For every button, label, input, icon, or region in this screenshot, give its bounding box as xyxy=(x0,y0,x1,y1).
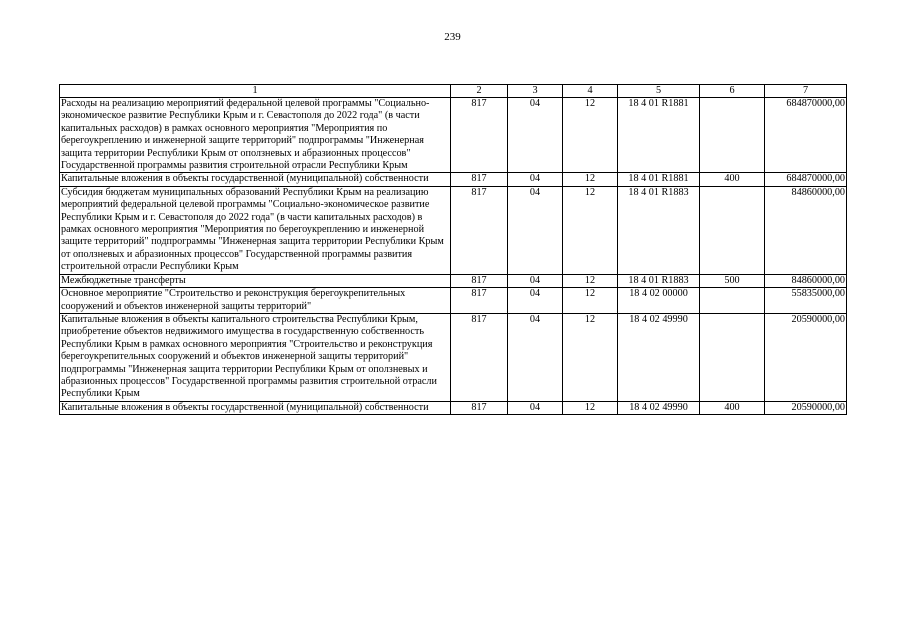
row-expense-type: 400 xyxy=(700,173,765,186)
column-header: 3 xyxy=(508,85,563,98)
row-amount: 84860000,00 xyxy=(765,186,847,274)
row-section: 04 xyxy=(508,274,563,287)
table-row xyxy=(60,401,847,414)
row-amount: 684870000,00 xyxy=(765,98,847,173)
row-section: 04 xyxy=(508,173,563,186)
column-header: 7 xyxy=(765,85,847,98)
column-header: 4 xyxy=(563,85,618,98)
row-subsection: 12 xyxy=(563,98,618,173)
row-amount: 55835000,00 xyxy=(765,288,847,314)
row-name: Межбюджетные трансферты xyxy=(60,274,451,287)
row-section: 04 xyxy=(508,288,563,314)
row-name: Расходы на реализацию мероприятий федеральной целевой программы "Социально-экономическое развитие Республики Крым и г. Севастополя до 2022 года" (в части капитальных расходов) в рамках основного мероприятия "Мероприятия по берегоукреплению и инженерной защите территорий" подпрограммы "Инженерная защита территории Республики Крым от оползневых и абразионных процессов" Государственной программы развития строительной отрасли Республики Крым xyxy=(60,98,451,173)
row-subsection: 12 xyxy=(563,186,618,274)
table-row xyxy=(60,98,847,173)
row-grbs: 817 xyxy=(451,401,508,414)
row-expense-type: 400 xyxy=(700,401,765,414)
row-subsection: 12 xyxy=(563,401,618,414)
row-target-code: 18 4 01 R1883 xyxy=(618,274,700,287)
row-subsection: 12 xyxy=(563,313,618,401)
row-section: 04 xyxy=(508,313,563,401)
row-amount: 84860000,00 xyxy=(765,274,847,287)
row-target-code: 18 4 01 R1883 xyxy=(618,186,700,274)
row-subsection: 12 xyxy=(563,173,618,186)
row-section: 04 xyxy=(508,401,563,414)
row-expense-type: 500 xyxy=(700,274,765,287)
row-target-code: 18 4 01 R1881 xyxy=(618,173,700,186)
row-amount: 20590000,00 xyxy=(765,401,847,414)
table-row xyxy=(60,313,847,401)
column-header: 5 xyxy=(618,85,700,98)
row-name: Основное мероприятие "Строительство и реконструкция берегоукрепительных сооружений и объектов инженерной защиты территорий" xyxy=(60,288,451,314)
row-amount: 684870000,00 xyxy=(765,173,847,186)
header-row xyxy=(60,85,847,98)
row-expense-type xyxy=(700,288,765,314)
row-grbs: 817 xyxy=(451,98,508,173)
column-header: 2 xyxy=(451,85,508,98)
row-expense-type xyxy=(700,186,765,274)
row-grbs: 817 xyxy=(451,173,508,186)
row-amount: 20590000,00 xyxy=(765,313,847,401)
table-row xyxy=(60,186,847,274)
row-subsection: 12 xyxy=(563,288,618,314)
row-target-code: 18 4 02 00000 xyxy=(618,288,700,314)
budget-table xyxy=(59,84,847,415)
table-row xyxy=(60,173,847,186)
row-expense-type xyxy=(700,313,765,401)
row-name: Капитальные вложения в объекты государственной (муниципальной) собственности xyxy=(60,401,451,414)
row-expense-type xyxy=(700,98,765,173)
row-grbs: 817 xyxy=(451,274,508,287)
table-row xyxy=(60,288,847,314)
column-header: 6 xyxy=(700,85,765,98)
row-subsection: 12 xyxy=(563,274,618,287)
row-section: 04 xyxy=(508,186,563,274)
row-grbs: 817 xyxy=(451,186,508,274)
column-header: 1 xyxy=(60,85,451,98)
row-grbs: 817 xyxy=(451,313,508,401)
row-target-code: 18 4 02 49990 xyxy=(618,313,700,401)
row-name: Субсидия бюджетам муниципальных образований Республики Крым на реализацию мероприятий федеральной целевой программы "Социально-экономическое развитие Республики Крым и г. Севастополя до 2022 года" (в части капитальных расходов) в рамках основного мероприятия "Мероприятия по берегоукреплению и инженерной защите территорий" подпрограммы "Инженерная защита территории Республики Крым от оползневых и абразионных процессов" Государственной программы развития строительной отрасли Республики Крым xyxy=(60,186,451,274)
table-row xyxy=(60,274,847,287)
row-name: Капитальные вложения в объекты государственной (муниципальной) собственности xyxy=(60,173,451,186)
row-target-code: 18 4 01 R1881 xyxy=(618,98,700,173)
row-name: Капитальные вложения в объекты капитального строительства Республики Крым, приобретение объектов недвижимого имущества в государственную собственность Республики Крым в рамках основного мероприятия "Строительство и реконструкция берегоукрепительных сооружений и объектов инженерной защиты территорий" подпрограммы "Инженерная защита территории Республики Крым от оползневых и абразионных процессов" Государственной программы развития строительной отрасли Республики Крым xyxy=(60,313,451,401)
row-grbs: 817 xyxy=(451,288,508,314)
page-number: 239 xyxy=(444,31,461,43)
row-section: 04 xyxy=(508,98,563,173)
row-target-code: 18 4 02 49990 xyxy=(618,401,700,414)
